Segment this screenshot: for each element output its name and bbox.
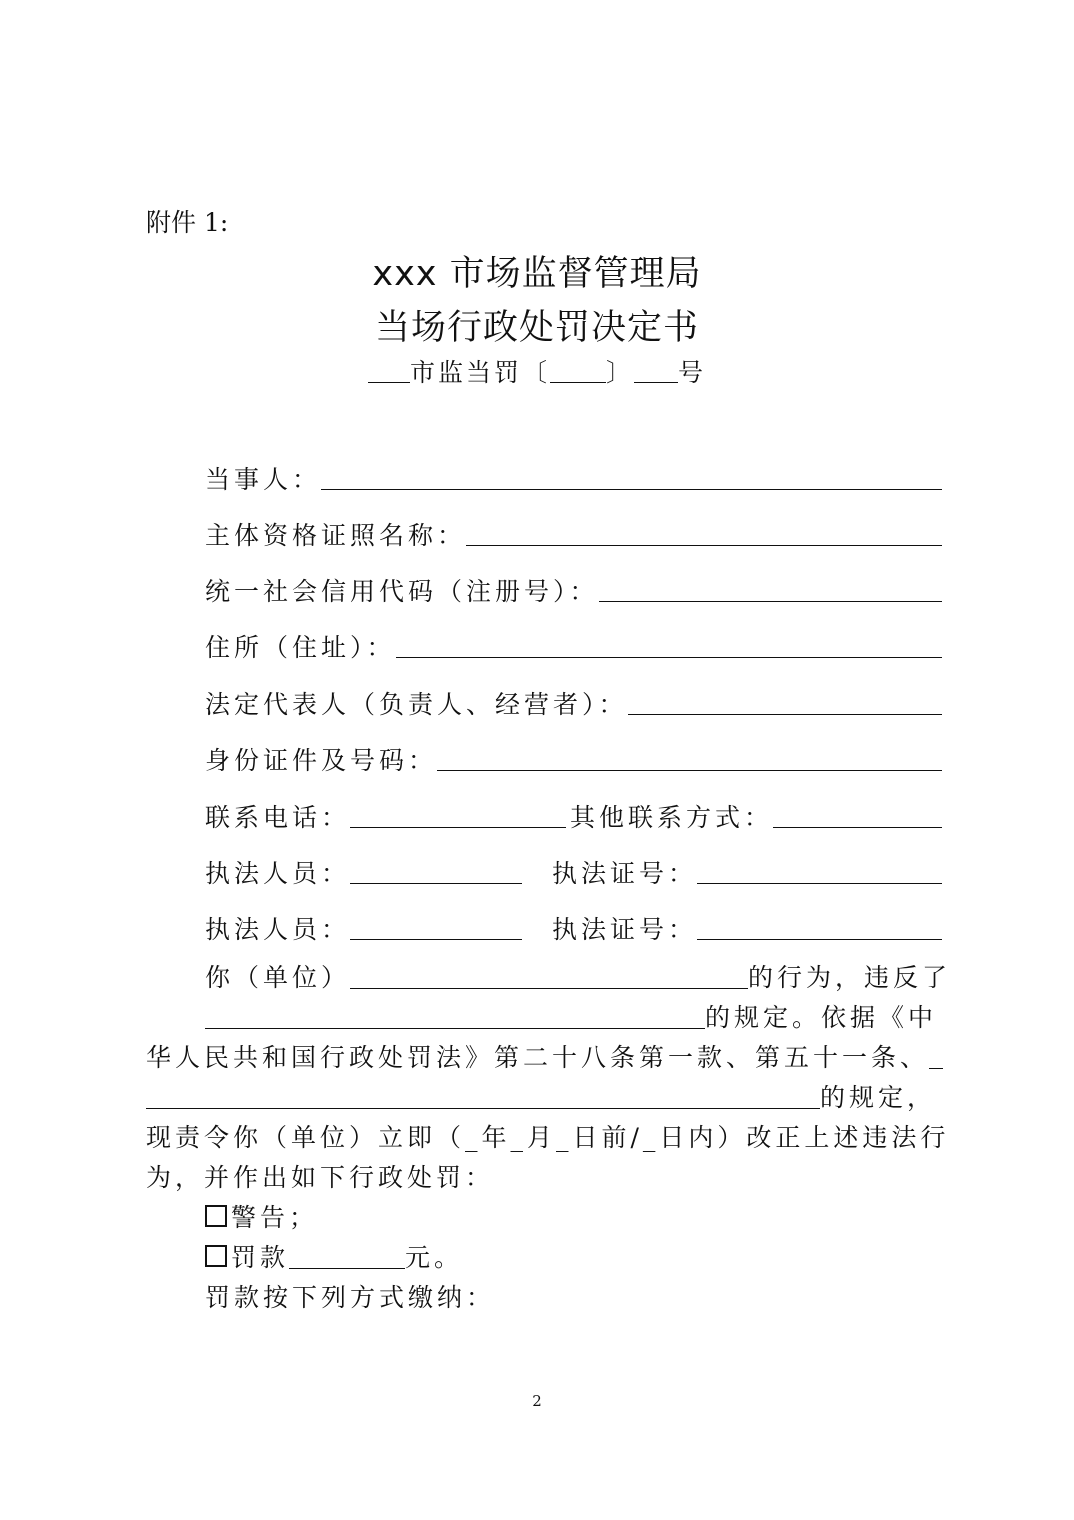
payment-method: 罚款按下列方式缴纳： (205, 1283, 496, 1312)
officer-blank-1[interactable] (350, 882, 522, 884)
body-line-3 (146, 1042, 943, 1074)
cert-no-blank-2[interactable] (697, 938, 942, 940)
party-label: 当事人： (205, 465, 322, 494)
doc-prefix-blank[interactable] (368, 357, 410, 383)
cert-no-label-2: 执法证号： (552, 915, 698, 944)
page-number: 2 (532, 1392, 542, 1410)
body-line-2 (205, 1002, 937, 1034)
address-blank[interactable] (396, 656, 942, 658)
body-l1-start: 你（单位） (205, 963, 351, 992)
address-field (205, 624, 942, 664)
doc-number-close: 〕 (605, 358, 634, 387)
body-l3: 华人民共和国行政处罚法》第二十八条第一款、第五十一条、 (146, 1043, 930, 1072)
legal-rep-field (205, 681, 942, 721)
officer-label-2: 执法人员： (205, 915, 351, 944)
credit-code-field (205, 568, 942, 608)
body-line-1 (205, 962, 951, 994)
id-card-blank[interactable] (437, 769, 942, 771)
other-contact-blank[interactable] (773, 826, 942, 828)
body-l1-end: 的行为，违反了 (748, 963, 952, 992)
body-l2-end: 的规定。依据《中 (705, 1003, 938, 1032)
address-label: 住所（住址）： (205, 633, 396, 662)
license-name-label: 主体资格证照名称： (205, 521, 467, 550)
document-number (0, 353, 1074, 389)
license-name-blank[interactable] (466, 544, 942, 546)
officer-field-2 (205, 906, 942, 946)
document-title-line1: xxx 市场监督管理局 (372, 254, 702, 294)
legal-rep-blank[interactable] (628, 713, 942, 715)
fine-option (205, 1242, 463, 1274)
body-line-4 (146, 1082, 936, 1114)
license-name-field (205, 512, 942, 552)
credit-code-label: 统一社会信用代码（注册号）： (205, 577, 599, 606)
legal-rep-label: 法定代表人（负责人、经营者）： (205, 690, 628, 719)
warning-checkbox[interactable] (205, 1205, 227, 1227)
officer-label-1: 执法人员： (205, 859, 351, 888)
officer-field-1 (205, 850, 942, 890)
contact-field (205, 794, 942, 834)
behavior-blank[interactable] (350, 964, 748, 989)
doc-year-blank[interactable] (550, 357, 606, 383)
body-line-5: 现责令你（单位）立即（_年_月_日前/_日内）改正上述违法行 (146, 1123, 950, 1152)
fine-amount-blank[interactable] (289, 1244, 405, 1269)
fine-label: 罚款 (231, 1243, 290, 1272)
cert-no-blank-1[interactable] (697, 882, 942, 884)
fine-unit: 元。 (405, 1243, 464, 1272)
article-blank[interactable] (146, 1084, 820, 1109)
phone-blank[interactable] (350, 826, 566, 828)
attachment-label: 附件 1: (146, 208, 229, 237)
doc-number-suffix: 号 (678, 358, 707, 387)
document-title-line2: 当场行政处罚决定书 (374, 308, 699, 348)
body-line-6: 为，并作出如下行政处罚： (146, 1163, 495, 1192)
doc-number-middle: 市监当罚〔 (409, 358, 550, 387)
fine-checkbox[interactable] (205, 1245, 227, 1267)
phone-label: 联系电话： (205, 803, 351, 832)
cert-no-label-1: 执法证号： (552, 859, 698, 888)
other-contact-label: 其他联系方式： (570, 803, 774, 832)
party-field (205, 456, 942, 496)
credit-code-blank[interactable] (599, 600, 942, 602)
body-l4-end: 的规定， (820, 1083, 937, 1112)
article-blank-start[interactable] (929, 1044, 943, 1069)
party-blank[interactable] (321, 488, 942, 490)
warning-label: 警告； (231, 1203, 319, 1232)
id-card-label: 身份证件及号码： (205, 746, 438, 775)
regulation-blank[interactable] (205, 1004, 705, 1029)
doc-serial-blank[interactable] (634, 357, 678, 383)
officer-blank-2[interactable] (350, 938, 522, 940)
warning-option (205, 1202, 318, 1234)
id-card-field (205, 737, 942, 777)
